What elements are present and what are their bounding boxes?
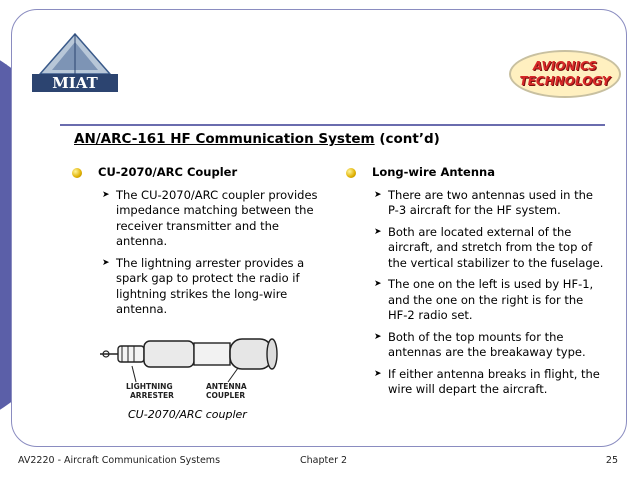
arrow-bullet-icon: ➤ <box>374 189 382 200</box>
arrow-bullet-icon: ➤ <box>374 331 382 342</box>
logo-text: MIAT <box>52 74 98 92</box>
list-item <box>374 330 606 361</box>
title-rule <box>60 124 605 126</box>
left-sub-list <box>102 188 332 318</box>
lightning-arrester-label-2: ARRESTER <box>130 391 174 400</box>
list-item-text: There are two antennas used in the P-3 aircraft for the HF system. <box>388 187 593 217</box>
list-item-text: The one on the left is used by HF-1, and the one on the right is for the HF-2 radio set. <box>388 277 594 322</box>
bullet-icon <box>72 168 82 178</box>
left-column <box>72 165 332 324</box>
arrow-bullet-icon: ➤ <box>102 189 110 200</box>
badge-line-1: AVIONICS <box>533 59 597 73</box>
figure-caption: CU-2070/ARC coupler <box>128 408 247 421</box>
arrow-bullet-icon: ➤ <box>374 279 382 289</box>
list-item <box>102 188 332 250</box>
slide-title-main: AN/ARC-161 HF Communication System <box>74 131 375 147</box>
right-heading-row <box>346 165 606 181</box>
list-item <box>374 367 606 398</box>
left-heading-row <box>72 165 332 181</box>
arrow-bullet-icon: ➤ <box>374 368 382 379</box>
arrow-bullet-icon: ➤ <box>374 226 382 237</box>
coupler-diagram <box>98 322 294 402</box>
list-item <box>374 225 606 272</box>
slide-title-suffix: (cont’d) <box>374 131 440 147</box>
list-item-text: The lightning arrester provides a spark gap to protect the radio if lightning strikes the long-wire antenna. <box>116 255 305 316</box>
list-item <box>102 256 332 318</box>
avionics-technology-badge <box>509 50 621 98</box>
list-item-text: Both are located external of the aircraft, and stretch from the top of the vertical stabilizer to the fuselage. <box>388 224 604 270</box>
footer-page-number: 25 <box>605 455 618 466</box>
list-item-text: Both of the top mounts for the antennas are the breakaway type. <box>388 329 586 359</box>
antenna-coupler-label-2: COUPLER <box>206 391 246 400</box>
badge-line-2: TECHNOLOGY <box>519 74 611 88</box>
footer-chapter: Chapter 2 <box>300 455 348 466</box>
arrow-bullet-icon: ➤ <box>102 257 110 268</box>
right-column <box>346 165 606 404</box>
list-item <box>374 188 606 219</box>
miat-logo <box>26 30 124 98</box>
lightning-arrester-label-1: LIGHTNING <box>126 382 173 391</box>
left-heading: CU-2070/ARC Coupler <box>98 165 238 179</box>
right-sub-list <box>374 188 606 398</box>
list-item-text: If either antenna breaks in flight, the wire will depart the aircraft. <box>388 366 600 396</box>
list-item <box>374 277 606 324</box>
bullet-icon <box>346 168 356 178</box>
slide-title <box>74 131 440 147</box>
footer-course: AV2220 - Aircraft Communication Systems <box>18 455 221 466</box>
antenna-coupler-label-1: ANTENNA <box>206 382 247 391</box>
list-item-text: The CU-2070/ARC coupler provides impedance matching between the receiver transmitter and the antenna. <box>116 187 318 248</box>
right-heading: Long-wire Antenna <box>372 165 495 179</box>
